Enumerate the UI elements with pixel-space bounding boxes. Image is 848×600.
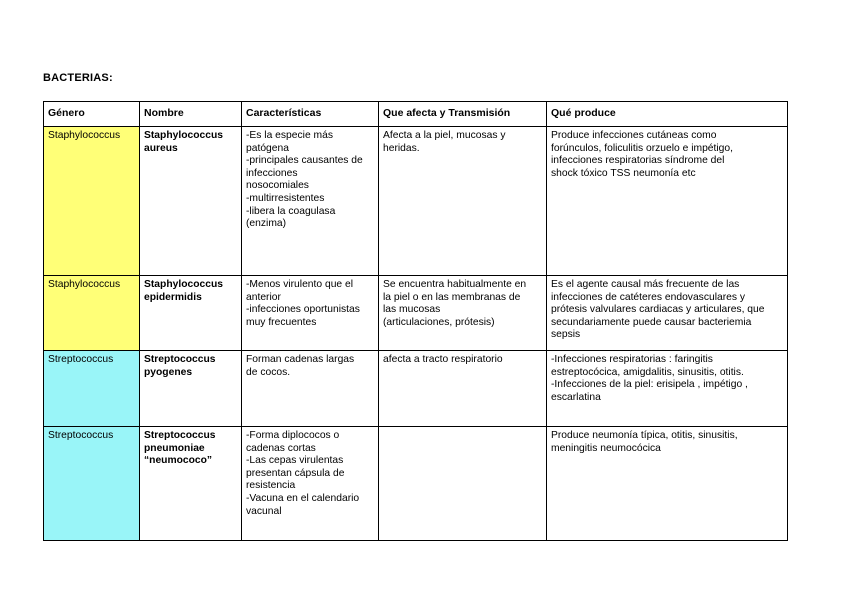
nombre-cell: Streptococcus pneumoniae “neumococo”	[140, 427, 242, 541]
produce-cell: Produce neumonía típica, otitis, sinusitis, meningitis neumocócica	[547, 427, 788, 541]
header-que-produce: Qué produce	[547, 102, 788, 127]
bacteria-table	[43, 101, 788, 541]
nombre-cell: Staphylococcus aureus	[140, 127, 242, 276]
produce-cell: -Infecciones respiratorias : faringitis estreptocócica, amigdalitis, sinusitis, otitis. -Infecciones de la piel: erisipela , impétigo , escarlatina	[547, 351, 788, 427]
table-row	[44, 351, 788, 427]
produce-cell: Es el agente causal más frecuente de las infecciones de catéteres endovasculares y prótesis valvulares cardiacas y articulares, que secundariamente puede causar bacteriemia sepsis	[547, 276, 788, 351]
table-header-row	[44, 102, 788, 127]
genero-cell: Streptococcus	[44, 427, 140, 541]
caracteristicas-cell: -Menos virulento que el anterior -infecciones oportunistas muy frecuentes	[242, 276, 379, 351]
table-row	[44, 127, 788, 276]
table-row	[44, 427, 788, 541]
genero-cell: Staphylococcus	[44, 276, 140, 351]
header-nombre: Nombre	[140, 102, 242, 127]
page-title: BACTERIAS:	[43, 72, 113, 84]
produce-cell: Produce infecciones cutáneas como forúnculos, foliculitis orzuelo e impétigo, infecciones respiratorias síndrome del shock tóxico TSS neumonía etc	[547, 127, 788, 276]
header-afecta-transmision: Que afecta y Transmisión	[379, 102, 547, 127]
caracteristicas-cell: Forman cadenas largas de cocos.	[242, 351, 379, 427]
nombre-cell: Streptococcus pyogenes	[140, 351, 242, 427]
afecta-cell: afecta a tracto respiratorio	[379, 351, 547, 427]
genero-cell: Streptococcus	[44, 351, 140, 427]
table-row	[44, 276, 788, 351]
caracteristicas-cell: -Forma diplococos o cadenas cortas -Las cepas virulentas presentan cápsula de resistencia -Vacuna en el calendario vacunal	[242, 427, 379, 541]
header-caracteristicas: Características	[242, 102, 379, 127]
header-genero: Género	[44, 102, 140, 127]
afecta-cell: Se encuentra habitualmente en la piel o en las membranas de las mucosas (articulaciones, prótesis)	[379, 276, 547, 351]
afecta-cell	[379, 427, 547, 541]
nombre-cell: Staphylococcus epidermidis	[140, 276, 242, 351]
genero-cell: Staphylococcus	[44, 127, 140, 276]
afecta-cell: Afecta a la piel, mucosas y heridas.	[379, 127, 547, 276]
caracteristicas-cell: -Es la especie más patógena -principales causantes de infecciones nosocomiales -multirresistentes -libera la coagulasa (enzima)	[242, 127, 379, 276]
